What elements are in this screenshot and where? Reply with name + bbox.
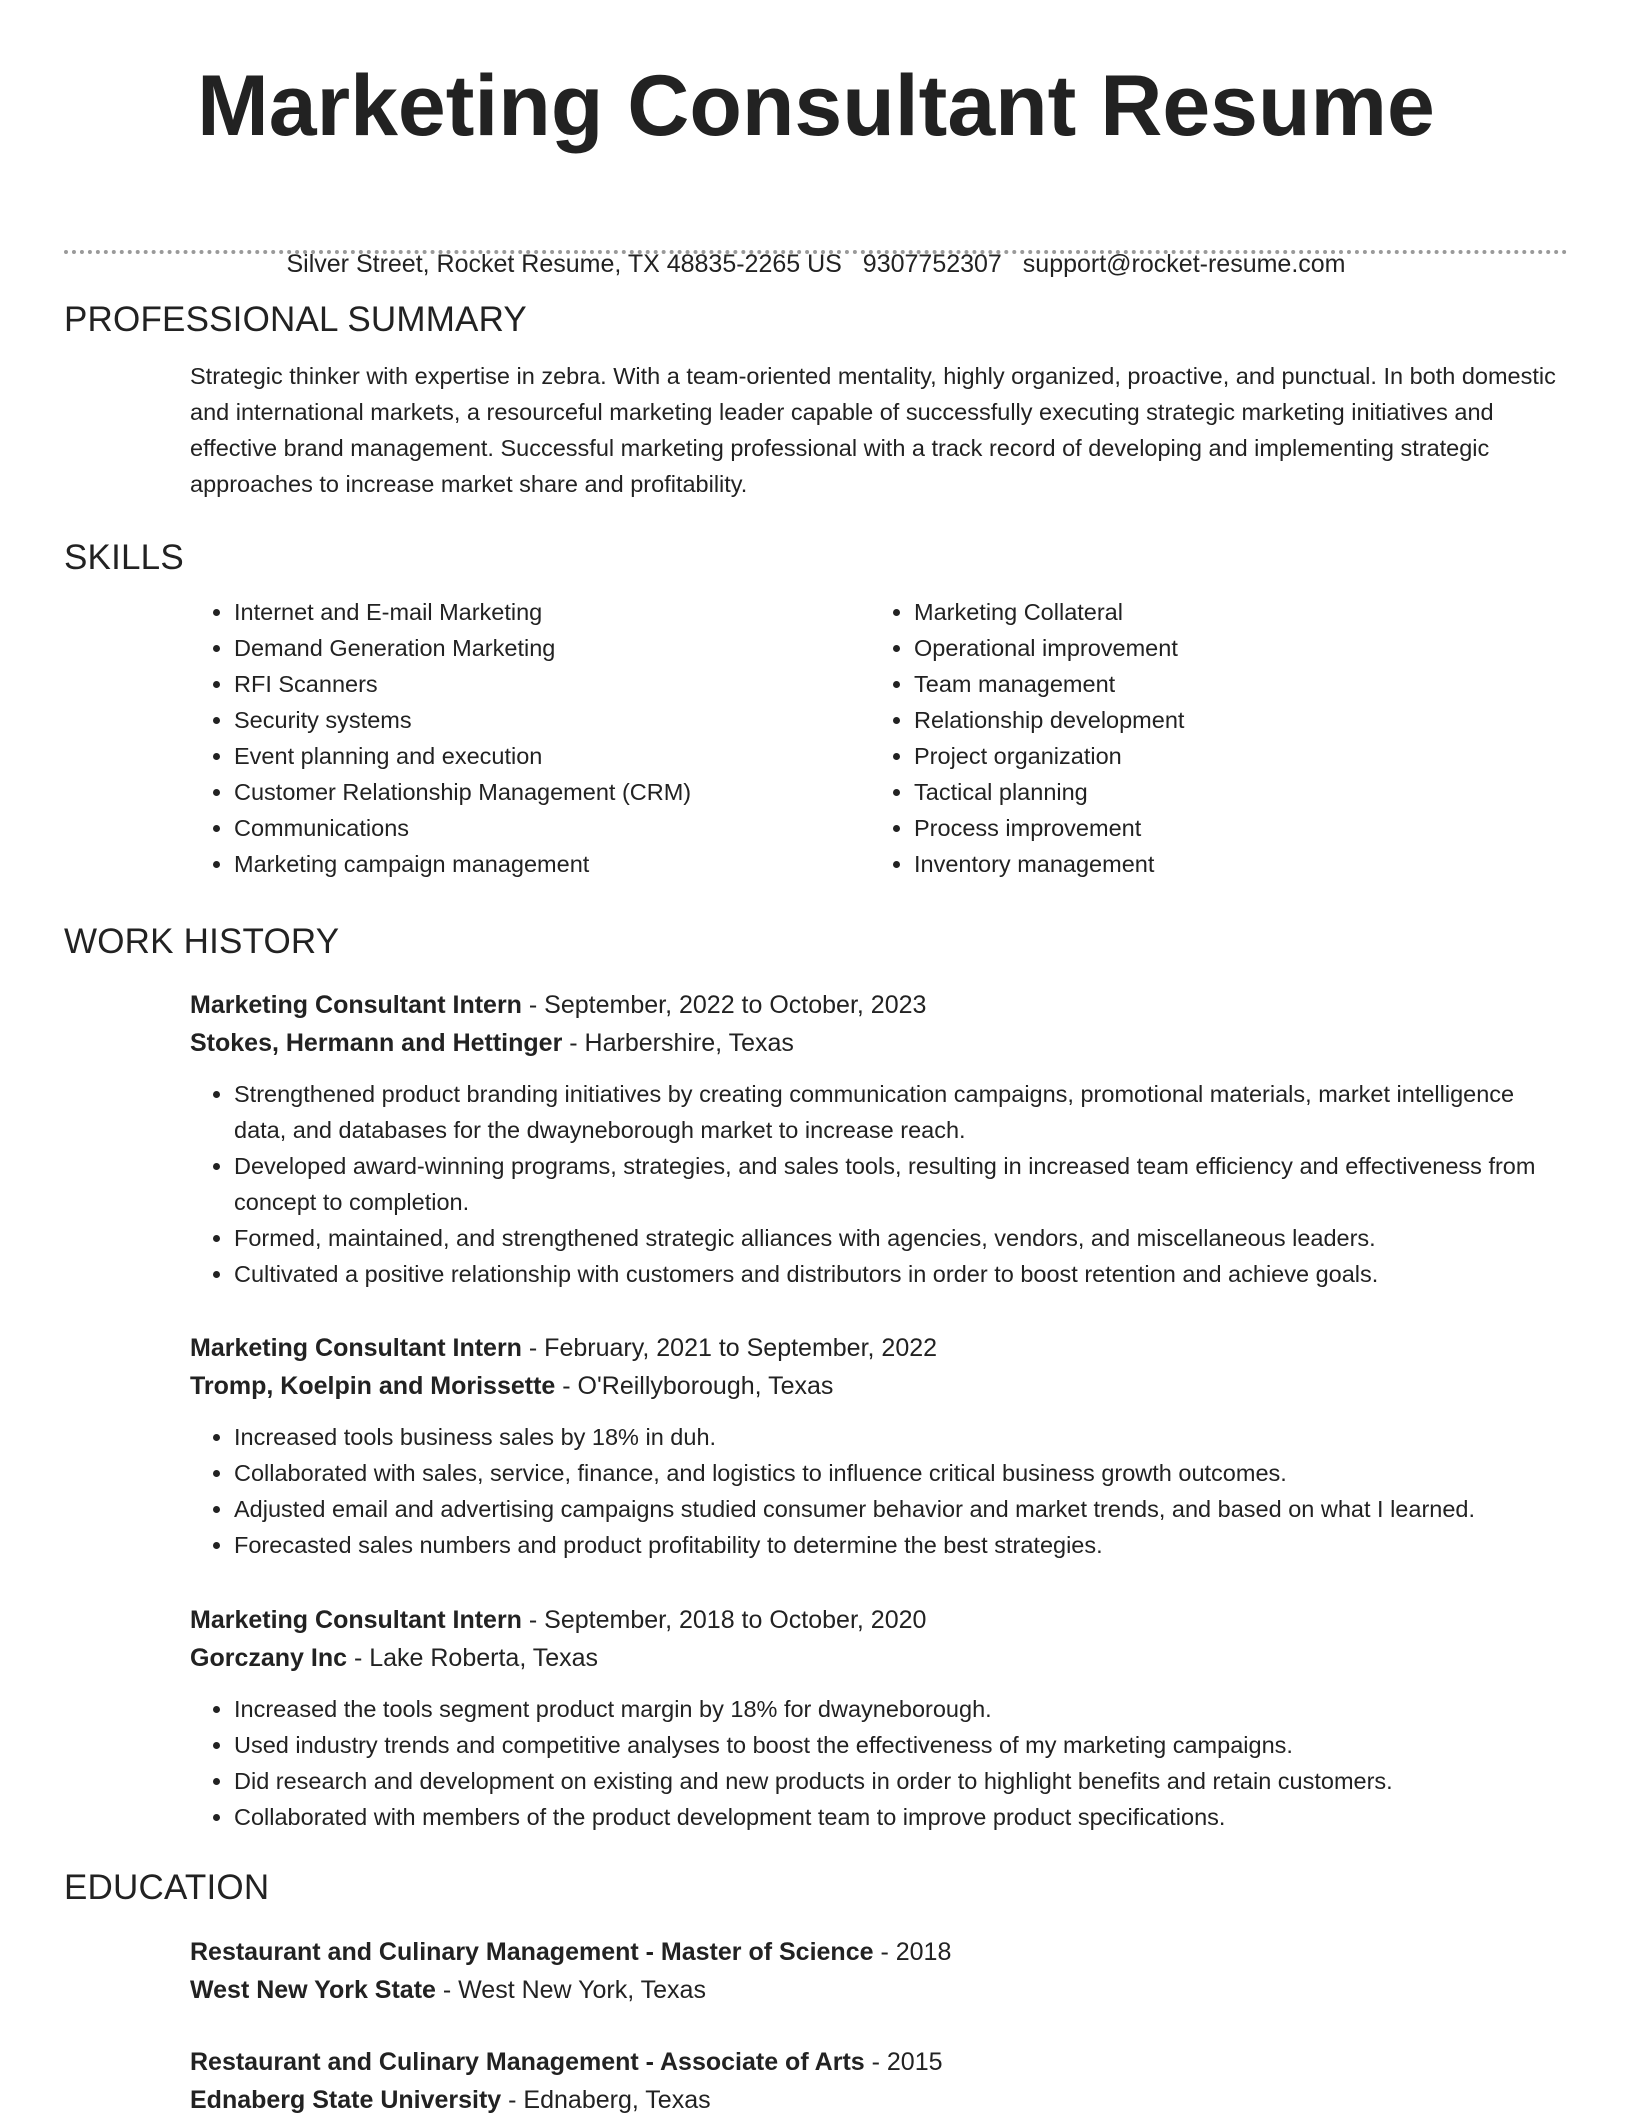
- job-bullet: • Developed award-winning programs, strategies, and sales tools, resulting in increased team efficiency and effectiveness from concept to completion.: [234, 1148, 1568, 1220]
- skill-item: • Marketing campaign management: [234, 846, 870, 882]
- skill-item: • Process improvement: [914, 810, 1550, 846]
- education-year: - 2018: [873, 1938, 952, 1966]
- job-entry: [190, 1601, 1568, 1835]
- education-school-line: [190, 2081, 1568, 2119]
- contact-phone: 9307752307: [862, 250, 1002, 278]
- job-bullet-list: [190, 1691, 1568, 1835]
- contact-address: Silver Street, Rocket Resume, TX 48835-2265 US: [286, 250, 842, 278]
- education-location: - West New York, Texas: [435, 1976, 706, 2004]
- education-entry: [190, 1933, 1568, 2009]
- skills-columns: [190, 594, 1568, 882]
- job-title-line: [190, 1329, 1568, 1367]
- job-role: Marketing Consultant Intern: [190, 991, 522, 1019]
- job-bullet: • Collaborated with sales, service, finance, and logistics to influence critical business growth outcomes.: [234, 1455, 1568, 1491]
- education-heading: EDUCATION: [64, 1868, 270, 1907]
- job-bullet: • Strengthened product branding initiatives by creating communication campaigns, promotional materials, market intelligence data, and databases for the dwayneborough market to increase reach.: [234, 1076, 1568, 1148]
- job-entry: [190, 986, 1568, 1292]
- skills-section: [64, 538, 1568, 882]
- work-heading: WORK HISTORY: [64, 922, 340, 961]
- skill-item: • Event planning and execution: [234, 738, 870, 774]
- job-company: Tromp, Koelpin and Morissette: [190, 1372, 556, 1400]
- job-company: Stokes, Hermann and Hettinger: [190, 1029, 563, 1057]
- job-bullet: • Collaborated with members of the product development team to improve product specifications.: [234, 1799, 1568, 1835]
- resume-title: Marketing Consultant Resume: [197, 58, 1435, 154]
- skill-item: • Internet and E-mail Marketing: [234, 594, 870, 630]
- skill-item: • Customer Relationship Management (CRM): [234, 774, 870, 810]
- skill-item: • Project organization: [914, 738, 1550, 774]
- job-bullet-list: [190, 1076, 1568, 1292]
- job-bullet: • Adjusted email and advertising campaigns studied consumer behavior and market trends, and based on what I learned.: [234, 1491, 1568, 1527]
- job-location: - Lake Roberta, Texas: [347, 1644, 599, 1672]
- skills-left-column: [190, 594, 870, 882]
- job-dates: - February, 2021 to September, 2022: [521, 1334, 938, 1362]
- job-bullet: • Forecasted sales numbers and product profitability to determine the best strategies.: [234, 1527, 1568, 1563]
- job-location: - O'Reillyborough, Texas: [555, 1372, 834, 1400]
- job-bullet: • Increased the tools segment product margin by 18% for dwayneborough.: [234, 1691, 1568, 1727]
- job-role: Marketing Consultant Intern: [190, 1606, 522, 1634]
- job-company-line: [190, 1024, 1568, 1062]
- work-section: [64, 922, 1568, 962]
- skills-right-column: [870, 594, 1550, 882]
- header-divider: [64, 250, 1568, 254]
- job-company: Gorczany Inc: [190, 1644, 347, 1672]
- job-bullet: • Cultivated a positive relationship with customers and distributors in order to boost retention and achieve goals.: [234, 1256, 1568, 1292]
- education-location: - Ednaberg, Texas: [501, 2086, 711, 2114]
- summary-section: [64, 300, 1568, 502]
- education-entry: [190, 2043, 1568, 2119]
- job-bullet-list: [190, 1419, 1568, 1563]
- job-location: - Harbershire, Texas: [562, 1029, 794, 1057]
- education-degree-line: [190, 1933, 1568, 1971]
- education-section: [64, 1868, 1568, 1908]
- job-bullet: • Increased tools business sales by 18% in duh.: [234, 1419, 1568, 1455]
- job-title-line: [190, 986, 1568, 1024]
- skill-item: • Relationship development: [914, 702, 1550, 738]
- education-school-line: [190, 1971, 1568, 2009]
- education-year: - 2015: [864, 2048, 943, 2076]
- education-school: West New York State: [190, 1976, 436, 2004]
- skill-item: • RFI Scanners: [234, 666, 870, 702]
- summary-text: Strategic thinker with expertise in zebra. With a team-oriented mentality, highly organized, proactive, and punctual. In both domestic and international markets, a resourceful marketing leader capable of successfully executing strategic marketing initiatives and effective brand management. Successful marketing professional with a track record of developing and implementing strategic approaches to increase market share and profitability.: [190, 363, 1556, 497]
- education-degree: Restaurant and Culinary Management - Associate of Arts: [190, 2048, 865, 2076]
- skill-item: • Inventory management: [914, 846, 1550, 882]
- education-school: Ednaberg State University: [190, 2086, 502, 2114]
- skill-item: • Communications: [234, 810, 870, 846]
- summary-heading: PROFESSIONAL SUMMARY: [64, 300, 527, 339]
- skill-item: • Team management: [914, 666, 1550, 702]
- job-role: Marketing Consultant Intern: [190, 1334, 522, 1362]
- skills-heading: SKILLS: [64, 538, 184, 577]
- job-bullet: • Formed, maintained, and strengthened strategic alliances with agencies, vendors, and miscellaneous leaders.: [234, 1220, 1568, 1256]
- skill-item: • Marketing Collateral: [914, 594, 1550, 630]
- job-company-line: [190, 1639, 1568, 1677]
- job-dates: - September, 2022 to October, 2023: [521, 991, 927, 1019]
- education-degree-line: [190, 2043, 1568, 2081]
- skill-item: • Tactical planning: [914, 774, 1550, 810]
- job-entry: [190, 1329, 1568, 1563]
- education-degree: Restaurant and Culinary Management - Master of Science: [190, 1938, 874, 1966]
- job-dates: - September, 2018 to October, 2020: [521, 1606, 927, 1634]
- job-bullet: • Did research and development on existing and new products in order to highlight benefits and retain customers.: [234, 1763, 1568, 1799]
- job-title-line: [190, 1601, 1568, 1639]
- skill-item: • Demand Generation Marketing: [234, 630, 870, 666]
- job-company-line: [190, 1367, 1568, 1405]
- job-bullet: • Used industry trends and competitive analyses to boost the effectiveness of my marketing campaigns.: [234, 1727, 1568, 1763]
- skill-item: • Security systems: [234, 702, 870, 738]
- skill-item: • Operational improvement: [914, 630, 1550, 666]
- contact-email: support@rocket-resume.com: [1022, 250, 1346, 278]
